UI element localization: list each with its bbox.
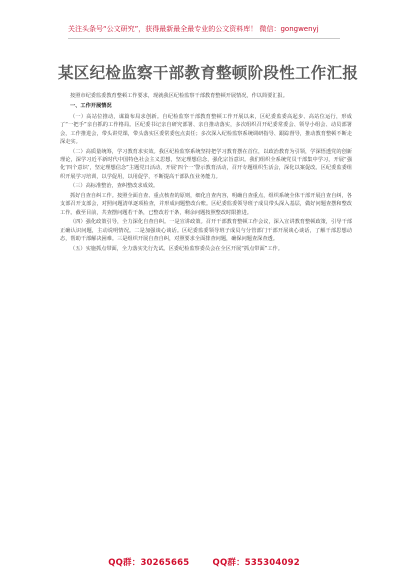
document-body bbox=[60, 92, 352, 542]
document-title: 某区纪检监察干部教育整顿阶段性工作汇报 bbox=[58, 64, 359, 82]
promo-banner-text: 关注头条号“公文研究”，获得最新最全最专业的公文资料库！ 微信：gongwenyj bbox=[68, 25, 319, 33]
footer-qq-1: QQ群：30265665 bbox=[108, 558, 190, 568]
paragraph: （五）实施抓点带面，全力落实先行先试。区委纪检监察委员会在全区开展“抓点带面”工作。 bbox=[70, 245, 283, 252]
paragraph: 抓好自查自纠工作。按照全面自查、重点核查的原则，细化自查内容，明确自查重点，组织系统全体干部开展自查自纠，各支部召开支部会，对照问题清单逐项检查，并形成问题整改台账。区纪委监委领导班子成员带头深入基层，做好问题查摆和整改工作。截至目前，共查摆问题若干条，已整改若干条，剩余问题按照整改时限推进。 bbox=[60, 193, 352, 216]
paragraph: （一）高站位推动，谋篇布局求创新。自纪检监察干部教育整顿工作开展以来，区纪委监委高起步、高站位运行，形成了“一把手”亲自抓的工作格局。区纪委书记亲自研究部署、亲自推动落实，多次组织召开纪委常委会、领导小组会、动员部署会，工作推进会，带头讲党课，带头落实区委常委包点责任；多次深入纪检监察系统调研指导、跟踪督导，推动教育整顿不断走深走实。 bbox=[60, 113, 352, 146]
footer-qq bbox=[0, 556, 408, 570]
paragraph: 按照市纪委监委教育整顿工作要求，现就我区纪检监察干部教育整顿开展情况，作以简要汇报。 bbox=[70, 93, 288, 99]
paragraph: （三）高标准整治，查纠整改求成效。 bbox=[70, 183, 159, 190]
footer-qq-2: QQ群：535304092 bbox=[212, 558, 300, 568]
promo-banner bbox=[68, 22, 340, 39]
paragraph: （二）高质量统筹，学习教育求实效。我区纪检监察系统坚持把学习教育摆在首位，以政治教育为引领，学深悟透党的创新理论，深学习近平新时代中国特色社会主义思想，坚定理想信念，强化宗旨意识。我们组织全系统党员干部集中学习，开展“强化‘四个意识’，坚定理想信念”主题党日活动，开展‘四个一’警示教育活动，召开专题组织生活会，深化以案促改。区纪委监委组织开展学习培训，以学促用，以用促学，不断提高干部队伍业务能力。 bbox=[60, 148, 352, 180]
section-heading: 一、工作开展情况 bbox=[70, 103, 112, 110]
paragraph: （四）强化政策引导，全力深化自查自纠。一是宣讲政策。召开干部教育整顿工作会议，深入宣讲教育整顿政策，引导干部正确认识问题，主动说明情况。二是加强谈心谈话。区纪委监委领导班子成员与分管部门干部开展谈心谈话，了解干部思想动态，帮助干部解决困难。三是组织开展自查自纠，对照要求全面排查问题，确保问题查深查透。 bbox=[60, 219, 352, 243]
